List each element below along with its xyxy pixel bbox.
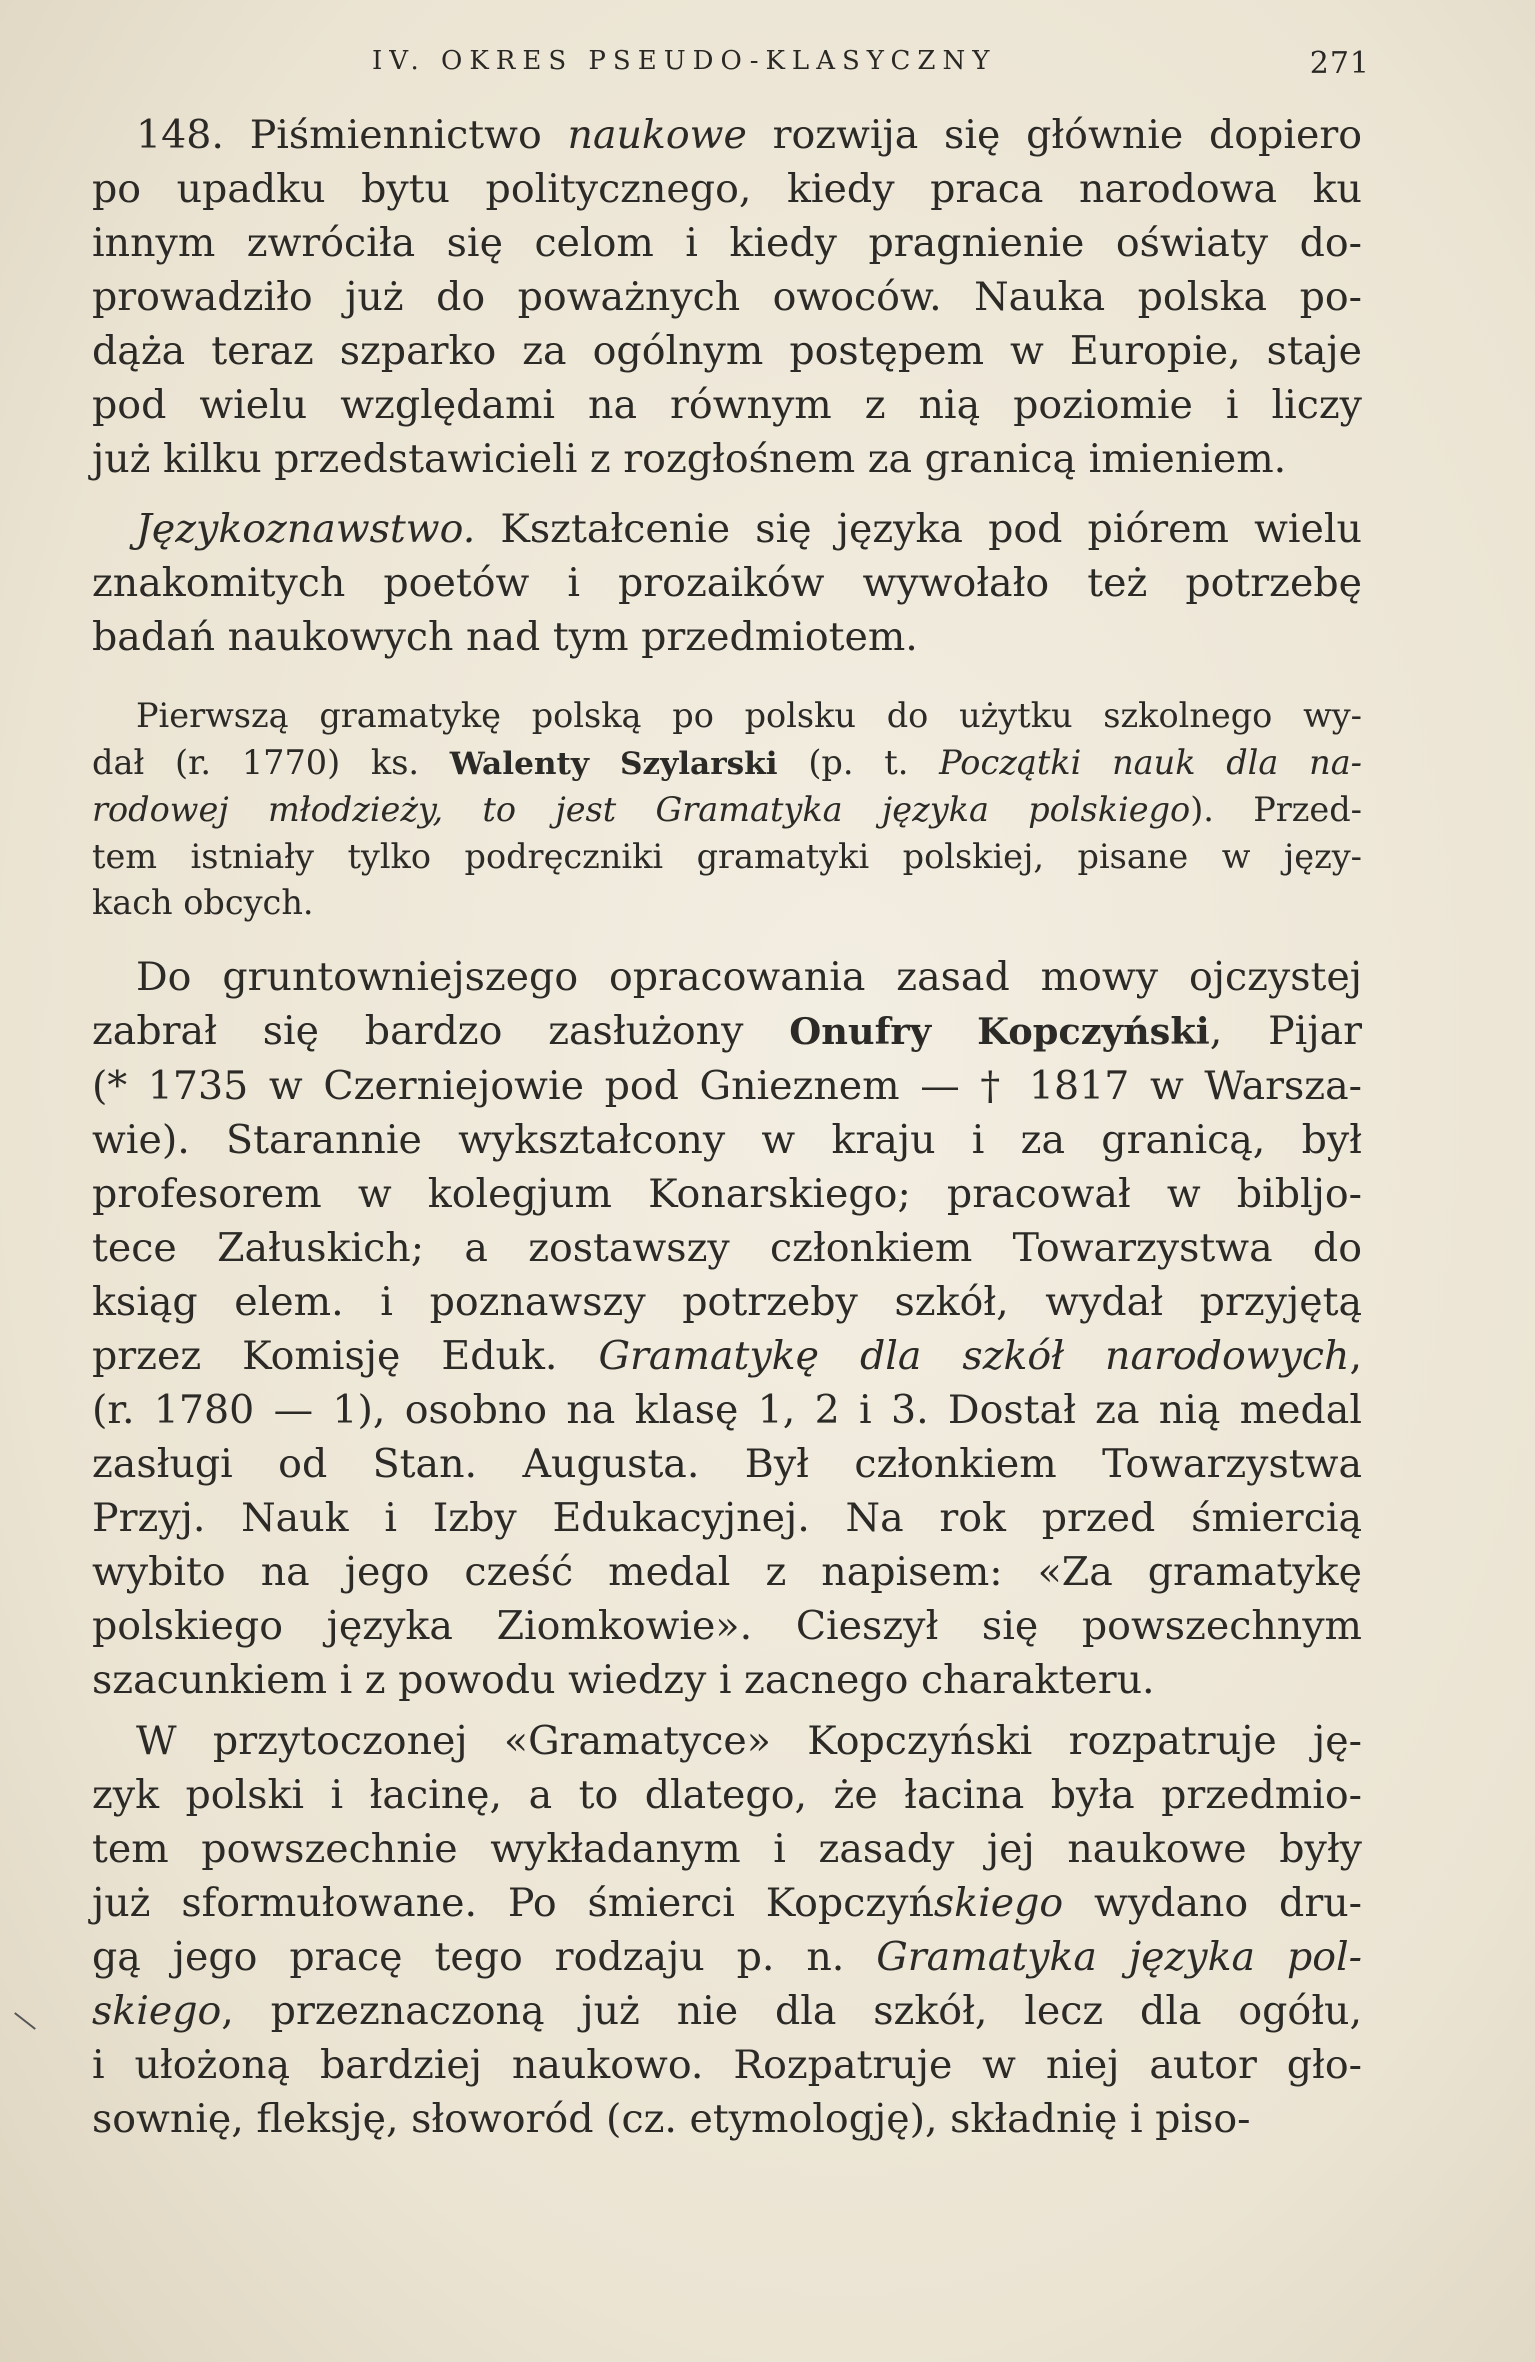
text-line: po upadku bytu politycznego, kiedy praca narodowa ku xyxy=(92,166,1362,212)
text-line: 148. Piśmiennictwo naukowe rozwija się głównie dopiero xyxy=(136,112,1362,158)
text-line: dąża teraz szparko za ogólnym postępem w Europie, staje xyxy=(92,328,1362,374)
text-line: znakomitych poetów i prozaików wywołało też potrzebę xyxy=(92,560,1362,606)
text-line: zabrał się bardzo zasłużony Onufry Kopczyński, Pijar xyxy=(92,1008,1362,1054)
text-line: (* 1735 w Czerniejowie pod Gnieznem — † 1817 w Warsza- xyxy=(92,1063,1362,1109)
text-line: wie). Starannie wykształcony w kraju i za granicą, był xyxy=(92,1117,1362,1163)
footnote-szylarski xyxy=(92,693,1362,927)
paragraph-148 xyxy=(92,108,1362,486)
text-line: rodowej młodzieży, to jest Gramatyka języka polskiego). Przed- xyxy=(92,790,1362,829)
text-line: dał (r. 1770) ks. Walenty Szylarski (p. t. Początki nauk dla na- xyxy=(92,742,1362,782)
paragraph-gramatyka xyxy=(92,1714,1362,2146)
text-line: ksiąg elem. i poznawszy potrzeby szkół, wydał przyjętą xyxy=(92,1279,1362,1325)
text-line: Pierwszą gramatykę polską po polsku do użytku szkolnego wy- xyxy=(136,696,1362,735)
text-line: profesorem w kolegjum Konarskiego; pracował w bibljo- xyxy=(92,1171,1362,1217)
text-line: tece Załuskich; a zostawszy członkiem Towarzystwa do xyxy=(92,1225,1362,1271)
text-line: szacunkiem i z powodu wiedzy i zacnego charakteru. xyxy=(92,1657,1155,1703)
margin-pencil-mark xyxy=(14,2012,36,2030)
text-line: polskiego języka Ziomkowie». Cieszył się powszechnym xyxy=(92,1603,1362,1649)
paragraph-jezykoznawstwo xyxy=(92,502,1362,664)
text-line: prowadziło już do poważnych owoców. Nauka polska po- xyxy=(92,274,1362,320)
running-title: IV. OKRES PSEUDO-KLASYCZNY xyxy=(372,46,997,76)
text-line: tem powszechnie wykładanym i zasady jej naukowe były xyxy=(92,1826,1362,1872)
text-line: kach obcych. xyxy=(92,883,314,922)
page-number: 271 xyxy=(1309,46,1370,81)
text-line: skiego, przeznaczoną już nie dla szkół, lecz dla ogółu, xyxy=(92,1988,1362,2034)
text-line: gą jego pracę tego rodzaju p. n. Gramatyka języka pol- xyxy=(92,1934,1363,1980)
text-line: tem istniały tylko podręczniki gramatyki polskiej, pisane w języ- xyxy=(92,836,1362,876)
text-line: innym zwróciła się celom i kiedy pragnienie oświaty do- xyxy=(92,220,1362,266)
text-line: już kilku przedstawicieli z rozgłośnem za granicą imieniem. xyxy=(92,436,1287,482)
text-line: wybito na jego cześć medal z napisem: «Za gramatykę xyxy=(92,1549,1362,1595)
text-line: zyk polski i łacinę, a to dlatego, że łacina była przedmio- xyxy=(92,1772,1362,1818)
text-line: Do gruntowniejszego opracowania zasad mowy ojczystej xyxy=(136,954,1362,1000)
text-line: badań naukowych nad tym przedmiotem. xyxy=(92,614,918,660)
text-line: pod wielu względami na równym z nią poziomie i liczy xyxy=(92,382,1362,428)
page-header xyxy=(92,42,1370,82)
paragraph-kopczynski xyxy=(92,950,1362,1707)
text-line: już sformułowane. Po śmierci Kopczyńskiego wydano dru- xyxy=(92,1880,1362,1926)
text-line: W przytoczonej «Gramatyce» Kopczyński rozpatruje ję- xyxy=(136,1718,1362,1764)
text-line: Przyj. Nauk i Izby Edukacyjnej. Na rok przed śmiercią xyxy=(92,1495,1362,1541)
text-line: (r. 1780 — 1), osobno na klasę 1, 2 i 3. Dostał za nią medal xyxy=(92,1387,1362,1433)
text-line: sownię, fleksję, słoworód (cz. etymologję), składnię i piso- xyxy=(92,2096,1251,2142)
text-line: przez Komisję Eduk. Gramatykę dla szkół narodowych, xyxy=(92,1333,1362,1379)
text-line: Językoznawstwo. Kształcenie się języka pod piórem wielu xyxy=(136,506,1362,552)
text-line: i ułożoną bardziej naukowo. Rozpatruje w niej autor gło- xyxy=(92,2042,1362,2088)
text-line: zasługi od Stan. Augusta. Był członkiem Towarzystwa xyxy=(92,1441,1362,1487)
